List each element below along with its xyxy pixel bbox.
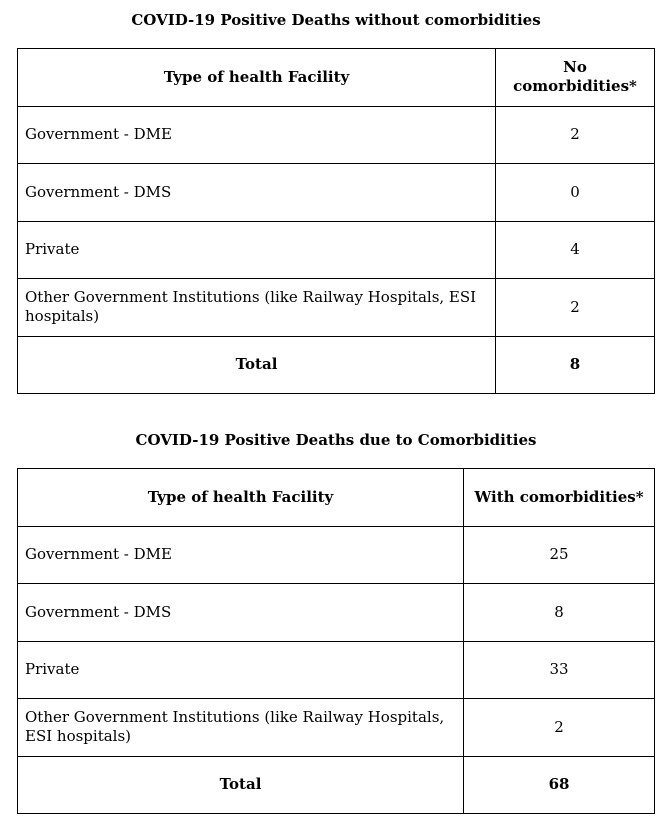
total-value: 8 xyxy=(496,336,655,394)
total-value: 68 xyxy=(464,756,655,814)
deaths-without-comorbidities-table xyxy=(17,48,655,394)
table-header-row xyxy=(18,469,655,527)
value-cell: 33 xyxy=(464,641,655,699)
value-cell: 4 xyxy=(496,221,655,279)
table-row xyxy=(18,526,655,584)
table-row xyxy=(18,221,655,279)
value-cell: 2 xyxy=(496,279,655,337)
facility-cell: Other Government Institutions (like Railway Hospitals, ESI hospitals) xyxy=(18,279,496,337)
value-cell: 25 xyxy=(464,526,655,584)
table-row xyxy=(18,641,655,699)
value-cell: 2 xyxy=(496,106,655,164)
table-row xyxy=(18,106,655,164)
table-title-with-comorbidities: COVID-19 Positive Deaths due to Comorbidities xyxy=(135,431,537,449)
table-row xyxy=(18,164,655,222)
value-cell: 2 xyxy=(464,699,655,757)
total-row xyxy=(18,336,655,394)
facility-cell: Government - DMS xyxy=(18,164,496,222)
column-header-facility: Type of health Facility xyxy=(18,469,464,527)
table-row xyxy=(18,699,655,757)
column-header-with-comorbidities: With comorbidities* xyxy=(464,469,655,527)
value-cell: 8 xyxy=(464,584,655,642)
table-row xyxy=(18,279,655,337)
table-title-no-comorbidities: COVID-19 Positive Deaths without comorbidities xyxy=(131,11,541,29)
facility-cell: Private xyxy=(18,641,464,699)
column-header-facility: Type of health Facility xyxy=(18,49,496,107)
facility-cell: Private xyxy=(18,221,496,279)
total-label: Total xyxy=(18,756,464,814)
facility-cell: Government - DME xyxy=(18,526,464,584)
table-header-row xyxy=(18,49,655,107)
total-row xyxy=(18,756,655,814)
column-header-no-comorbidities: No comorbidities* xyxy=(496,49,655,107)
facility-cell: Government - DME xyxy=(18,106,496,164)
table-row xyxy=(18,584,655,642)
value-cell: 0 xyxy=(496,164,655,222)
facility-cell: Other Government Institutions (like Railway Hospitals, ESI hospitals) xyxy=(18,699,464,757)
deaths-with-comorbidities-table xyxy=(17,468,655,814)
facility-cell: Government - DMS xyxy=(18,584,464,642)
total-label: Total xyxy=(18,336,496,394)
